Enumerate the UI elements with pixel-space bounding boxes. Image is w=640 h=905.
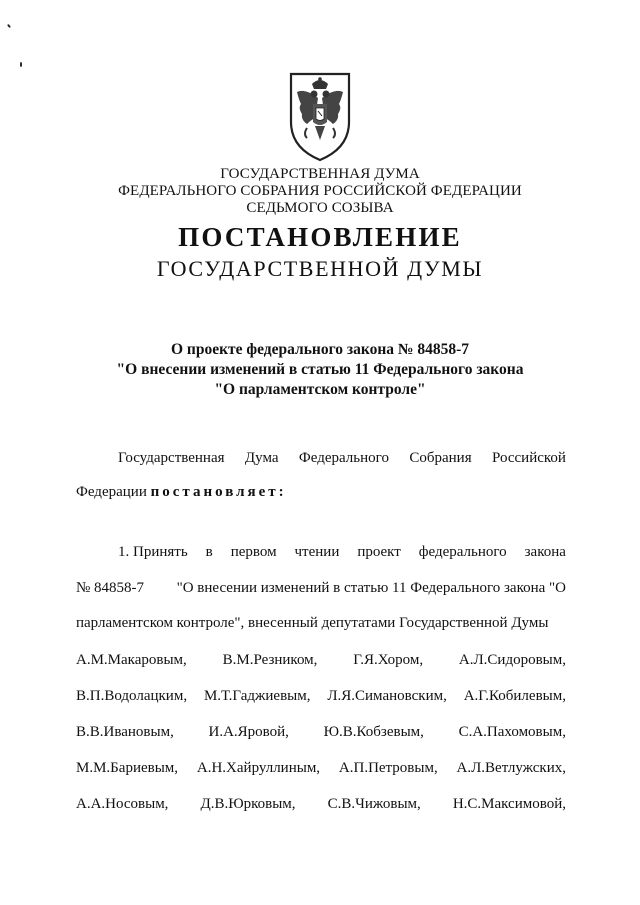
deputy-name: М.М.Бариевым, xyxy=(76,760,179,776)
intro-word: Федерального xyxy=(298,450,389,466)
deputy-name: Ю.В.Кобзевым, xyxy=(323,724,424,740)
scan-speck xyxy=(7,24,11,28)
item1-word: первом xyxy=(230,544,277,560)
item1-word: закона xyxy=(524,544,566,560)
item1-line-1 xyxy=(118,544,566,561)
coat-of-arms-icon xyxy=(285,70,355,162)
deputy-name: Д.В.Юрковым, xyxy=(200,796,296,812)
item1-word: 1. Принять xyxy=(118,544,188,560)
item1-line-3: парламентском контроле", внесенный депутатами Государственной Думы xyxy=(76,615,549,631)
deputy-name: А.П.Петровым, xyxy=(338,760,438,776)
scan-speck xyxy=(20,62,22,67)
deputy-name: С.А.Пахомовым, xyxy=(458,724,566,740)
deputy-name: А.Н.Хайруллиным, xyxy=(196,760,321,776)
intro-word: Государственная xyxy=(118,450,225,466)
deputy-name: А.А.Носовым, xyxy=(76,796,169,812)
document-subtitle: ГОСУДАРСТВЕННОЙ ДУМЫ xyxy=(156,256,484,281)
deputy-name: А.Л.Сидоровым, xyxy=(458,652,566,668)
deputies-row-4 xyxy=(76,760,566,777)
subject-line-2: "О внесении изменений в статью 11 Федерального закона xyxy=(116,361,524,378)
deputy-name: А.Л.Ветлужских, xyxy=(456,760,566,776)
intro-word: Собрания xyxy=(409,450,472,466)
intro-word: Дума xyxy=(244,450,279,466)
intro-line-2 xyxy=(76,484,287,501)
header-line-1: ГОСУДАРСТВЕННАЯ ДУМА xyxy=(220,166,420,182)
subject-line-3: "О парламентском контроле" xyxy=(214,381,426,398)
deputy-name: А.Г.Кобилевым, xyxy=(463,688,566,704)
intro-line-1 xyxy=(118,450,566,467)
deputies-row-2 xyxy=(76,688,566,705)
deputies-row-3 xyxy=(76,724,566,741)
issuing-authority xyxy=(0,166,640,217)
bill-title-fragment: "О внесении изменений в статью 11 Федерального закона "О xyxy=(176,580,566,596)
deputy-name: М.Т.Гаджиевым, xyxy=(203,688,311,704)
item1-word: в xyxy=(205,544,213,560)
item1-word: федерального xyxy=(418,544,507,560)
intro-word: Российской xyxy=(492,450,566,466)
resolution-subject xyxy=(0,340,640,400)
deputy-name: С.В.Чижовым, xyxy=(327,796,421,812)
deputy-name: В.В.Ивановым, xyxy=(76,724,174,740)
deputy-name: Н.С.Максимовой, xyxy=(452,796,566,812)
deputies-row-1 xyxy=(76,652,566,669)
item1-line-2 xyxy=(76,580,566,597)
item1-word: проект xyxy=(357,544,401,560)
intro-decree-verb: постановляет: xyxy=(150,484,287,500)
subject-line-1: О проекте федерального закона № 84858-7 xyxy=(170,341,469,358)
deputy-name: В.М.Резником, xyxy=(222,652,318,668)
header-line-3: СЕДЬМОГО СОЗЫВА xyxy=(246,200,394,216)
deputy-name: Л.Я.Симановским, xyxy=(327,688,447,704)
header-line-2: ФЕДЕРАЛЬНОГО СОБРАНИЯ РОССИЙСКОЙ ФЕДЕРАЦИИ xyxy=(118,183,522,199)
deputy-name: В.П.Водолацким, xyxy=(76,688,188,704)
deputy-name: А.М.Макаровым, xyxy=(76,652,187,668)
document-title: ПОСТАНОВЛЕНИЕ xyxy=(178,222,462,252)
bill-number: № 84858-7 xyxy=(76,580,145,596)
intro-prefix: Федерации xyxy=(76,484,151,500)
deputy-name: И.А.Яровой, xyxy=(208,724,289,740)
deputies-row-5 xyxy=(76,796,566,813)
deputy-name: Г.Я.Хором, xyxy=(353,652,424,668)
item1-word: чтении xyxy=(294,544,340,560)
